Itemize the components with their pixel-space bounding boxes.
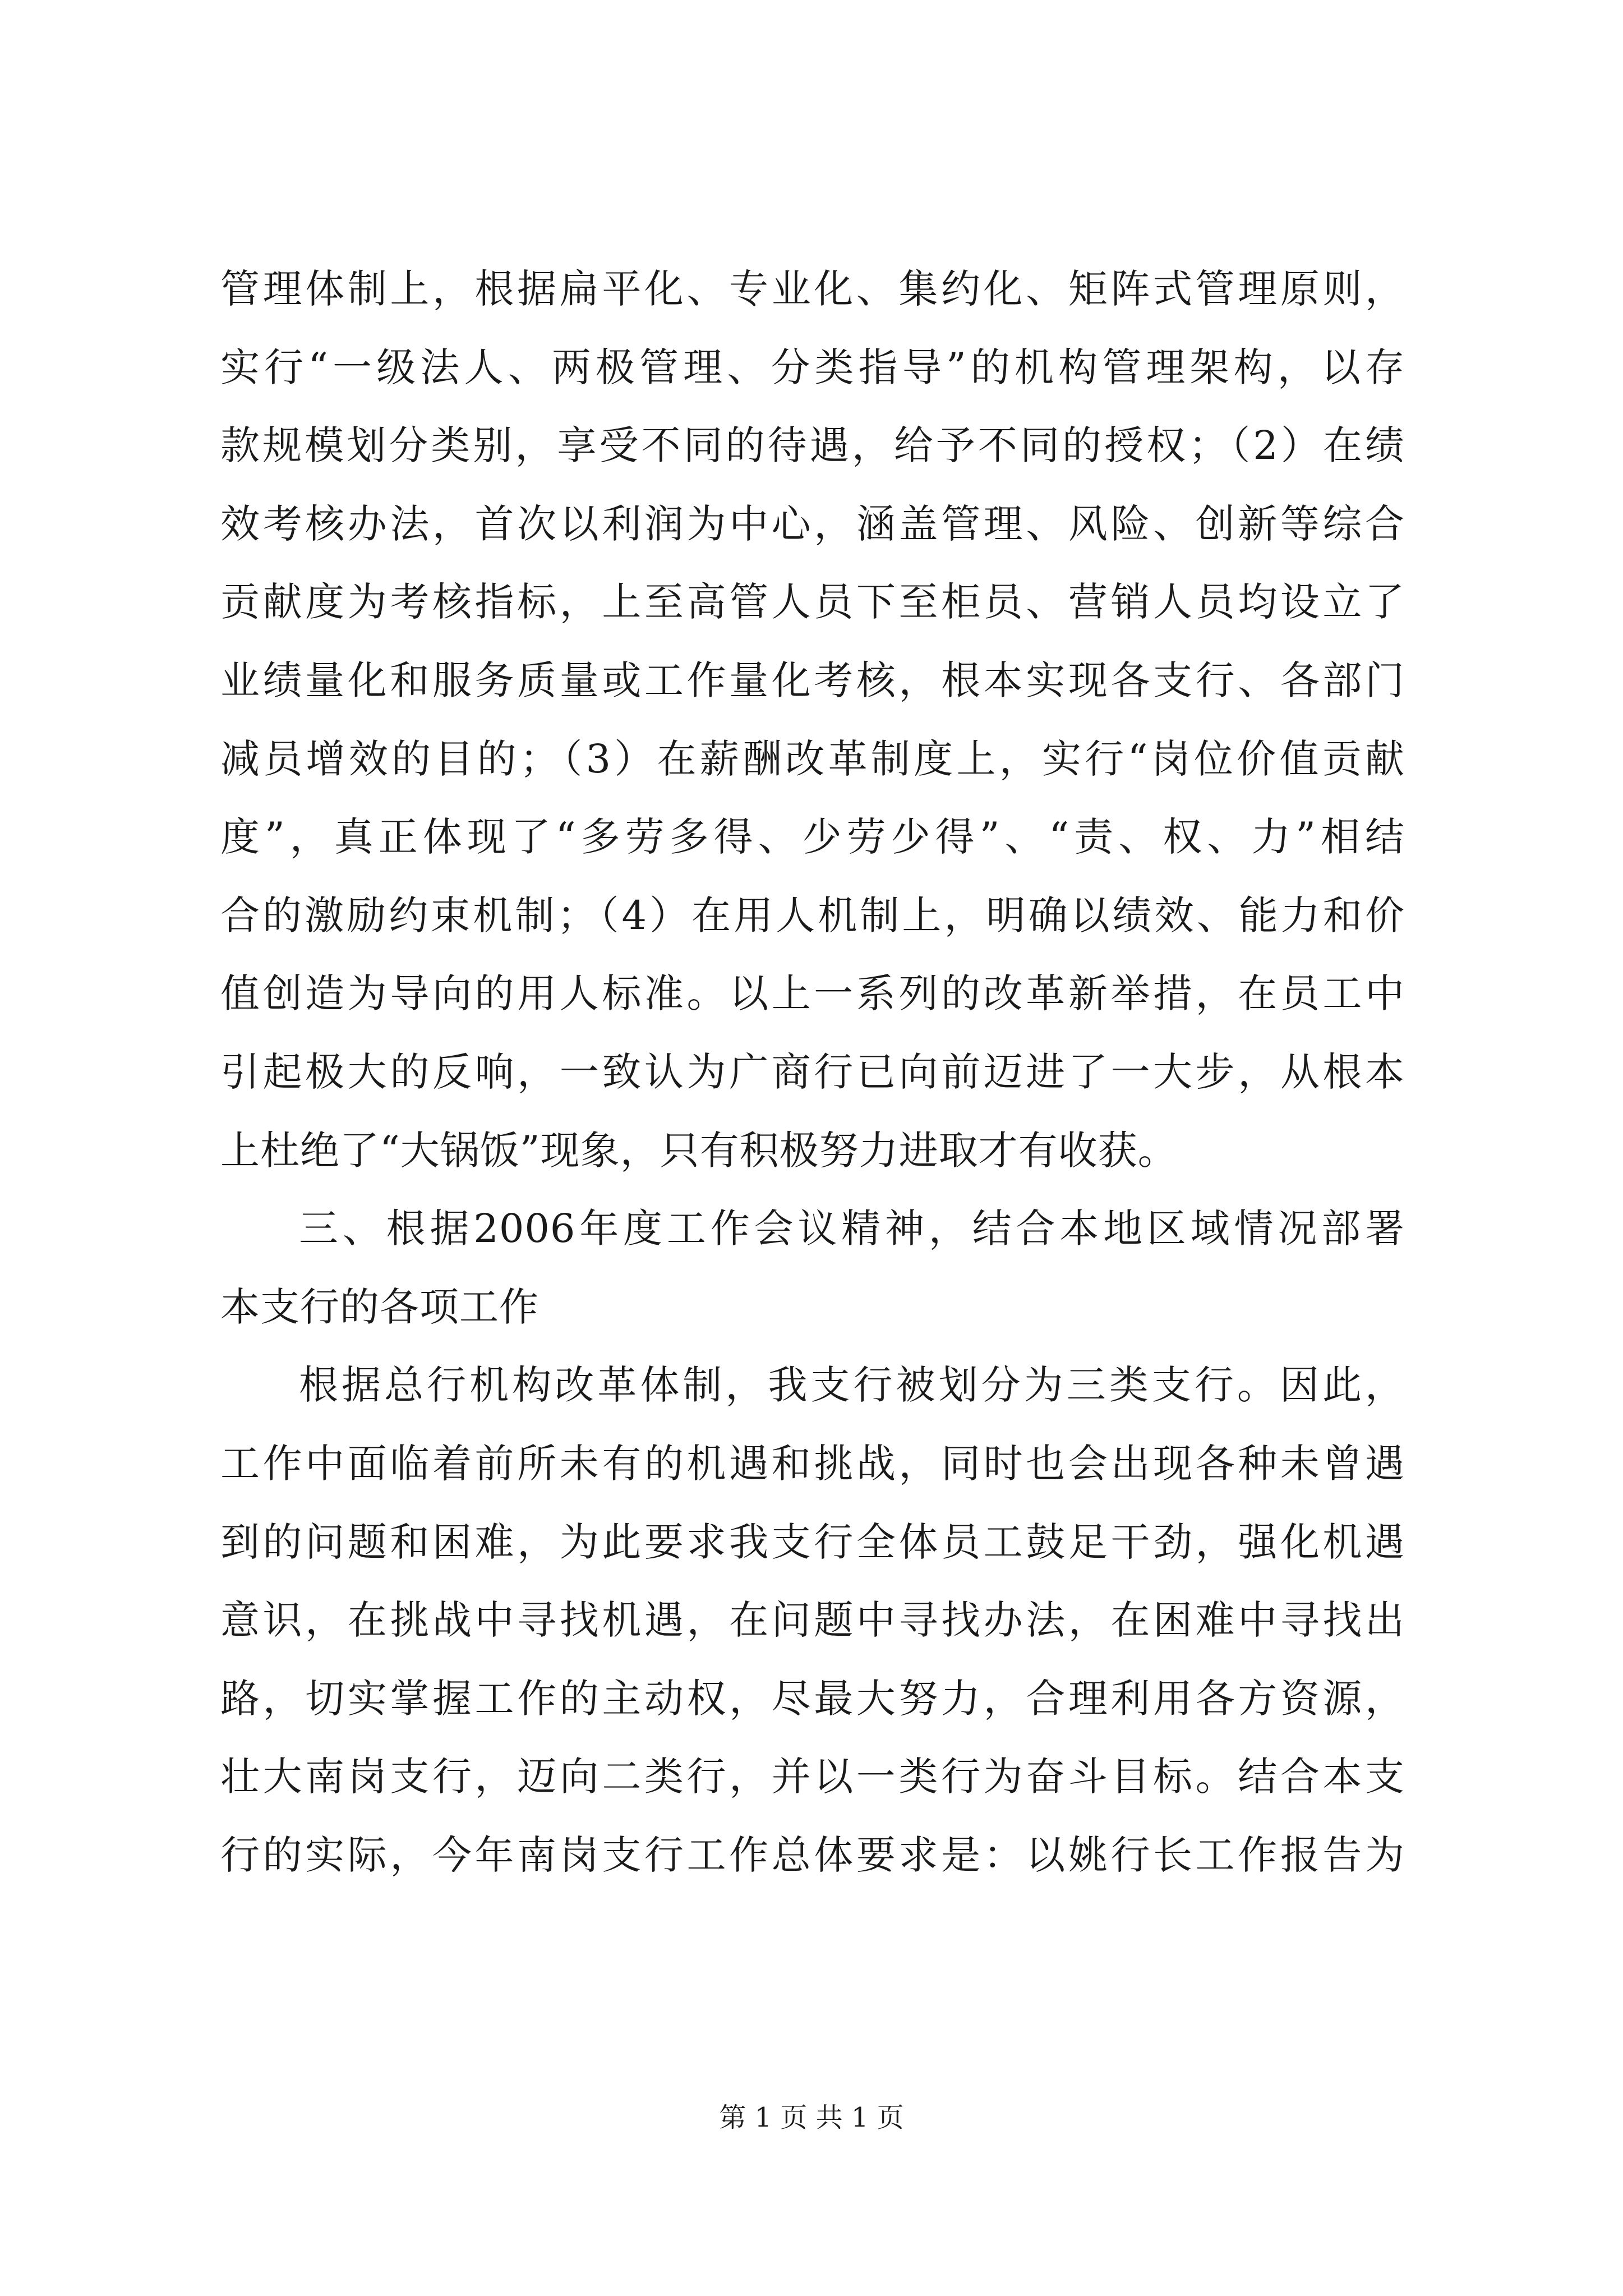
text-line: 工作中面临着前所未有的机遇和挑战，同时也会出现各种未曾遇: [220, 1440, 1405, 1487]
text-line: 度”，真正体现了“多劳多得、少劳少得”、“责、权、力”相结: [220, 814, 1405, 861]
text-line: 上杜绝了“大锅饭”现象，只有积极努力进取才有收获。: [220, 1127, 1178, 1174]
text-line: 路，切实掌握工作的主动权，尽最大努力，合理利用各方资源，: [220, 1675, 1405, 1722]
text-line: 实行“一级法人、两极管理、分类指导”的机构管理架构，以存: [220, 344, 1405, 390]
text-line: 根据总行机构改革体制，我支行被划分为三类支行。因此，: [299, 1362, 1405, 1409]
text-line: 意识，在挑战中寻找机遇，在问题中寻找办法，在困难中寻找出: [220, 1597, 1405, 1644]
text-line: 引起极大的反响，一致认为广商行已向前迈进了一大步，从根本: [220, 1048, 1405, 1095]
text-line: 减员增效的目的；（3）在薪酬改革制度上，实行“岗位价值贡献: [220, 735, 1405, 782]
text-line: 款规模划分类别，享受不同的待遇，给予不同的授权；（2）在绩: [220, 422, 1405, 469]
text-line: 值创造为导向的用人标准。以上一系列的改革新举措，在员工中: [220, 970, 1405, 1017]
text-line: 业绩量化和服务质量或工作量化考核，根本实现各支行、各部门: [220, 657, 1405, 703]
text-line: 到的问题和困难，为此要求我支行全体员工鼓足干劲，强化机遇: [220, 1519, 1405, 1565]
page-footer: 第 1 页 共 1 页: [719, 2102, 904, 2133]
section-heading-line: 三、根据2006年度工作会议精神，结合本地区域情况部署: [299, 1205, 1405, 1252]
text-line: 行的实际，今年南岗支行工作总体要求是：以姚行长工作报告为: [220, 1832, 1405, 1878]
text-line: 贡献度为考核指标，上至高管人员下至柜员、营销人员均设立了: [220, 579, 1405, 625]
text-line: 管理体制上，根据扁平化、专业化、集约化、矩阵式管理原则，: [220, 266, 1405, 312]
section-heading-line: 本支行的各项工作: [220, 1283, 539, 1330]
document-body: [220, 250, 1405, 1894]
text-line: 合的激励约束机制；（4）在用人机制上，明确以绩效、能力和价: [220, 892, 1405, 938]
text-line: 效考核办法，首次以利润为中心，涵盖管理、风险、创新等综合: [220, 500, 1405, 547]
text-line: 壮大南岗支行，迈向二类行，并以一类行为奋斗目标。结合本支: [220, 1754, 1405, 1800]
